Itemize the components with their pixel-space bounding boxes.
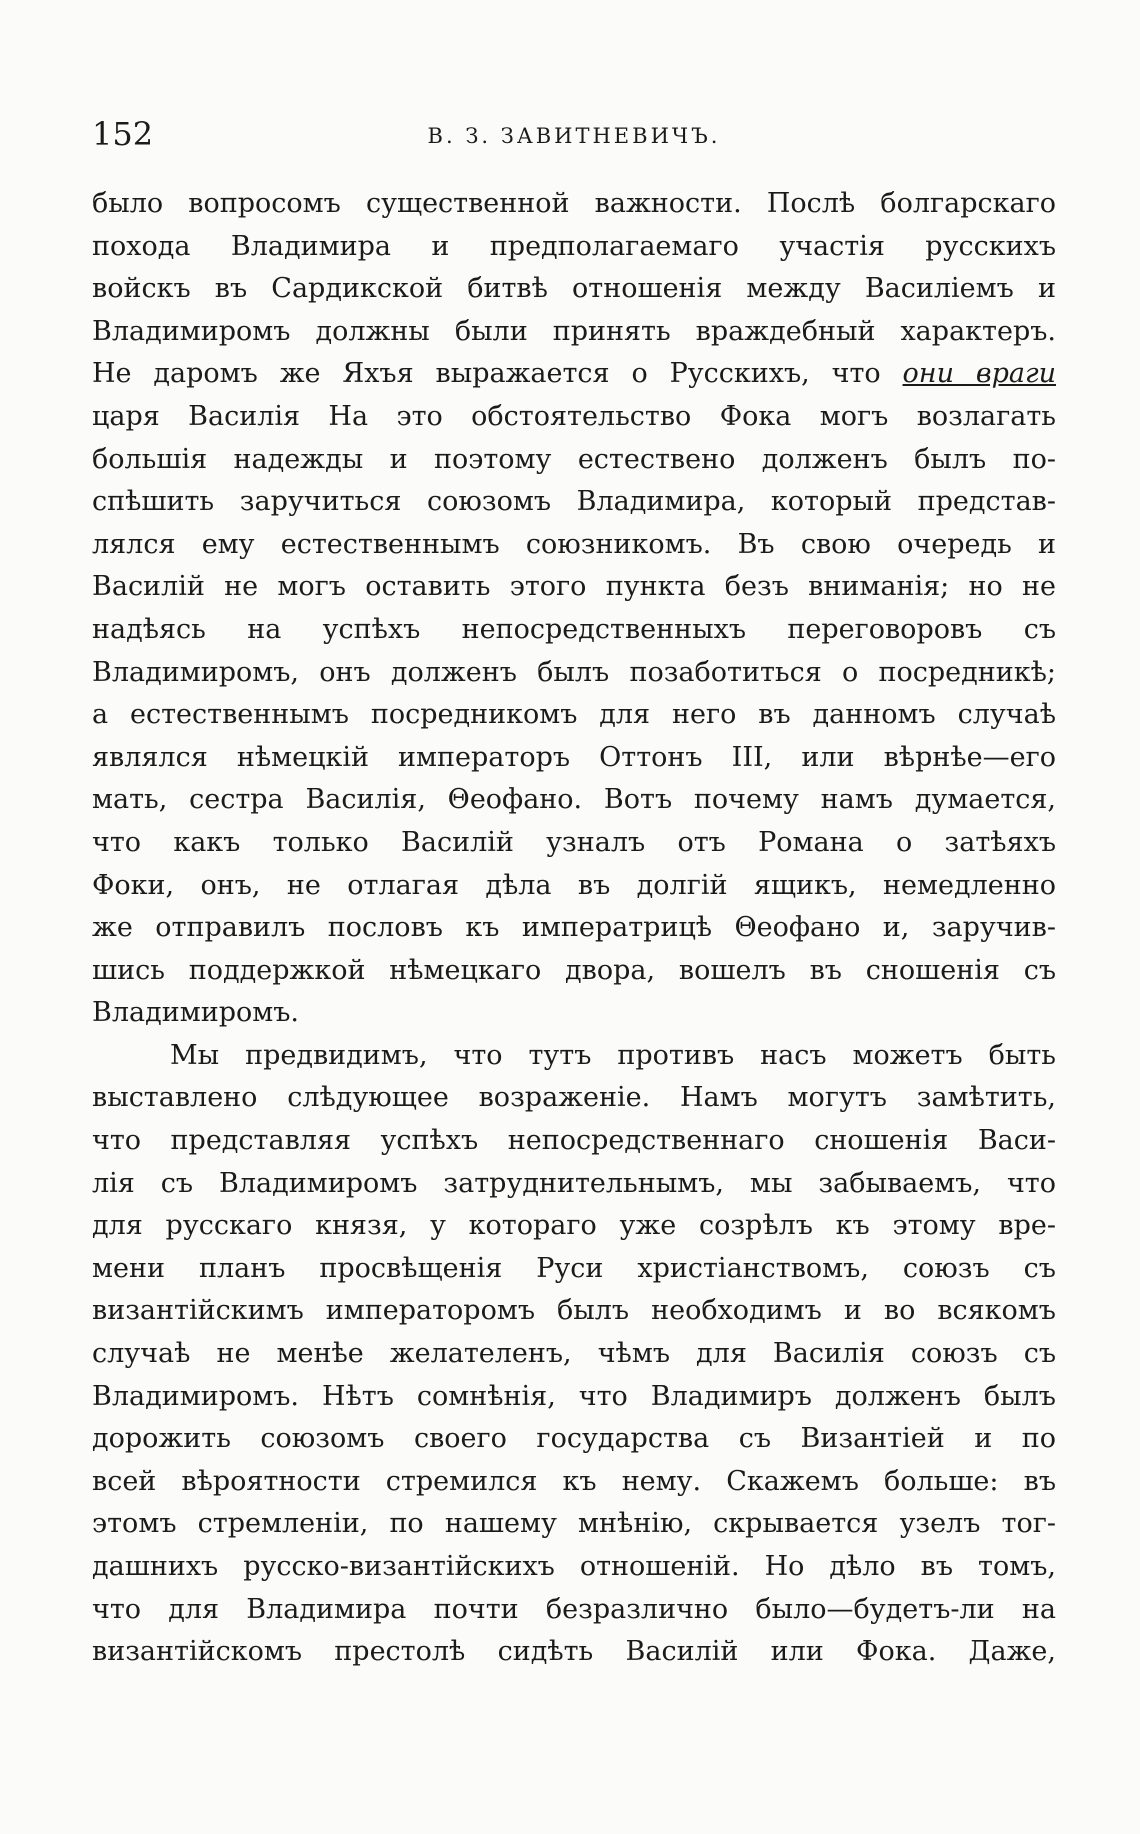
text-line: этомъ стремленіи, по нашему мнѣнію, скрывается узелъ тог- xyxy=(92,1508,1056,1540)
text-line: византійскимъ императоромъ былъ необходимъ и во всякомъ xyxy=(92,1295,1056,1327)
text-line: надѣясь на успѣхъ непосредственныхъ переговоровъ съ xyxy=(92,613,1056,645)
text-line: дорожить союзомъ своего государства съ Византіей и по xyxy=(92,1423,1056,1455)
text-line: Мы предвидимъ, что тутъ противъ насъ можетъ быть xyxy=(170,1039,1056,1071)
text-line: для русскаго князя, у котораго уже созрѣлъ къ этому вре- xyxy=(92,1210,1056,1242)
text-line: лія съ Владимиромъ затруднительнымъ, мы забываемъ, что xyxy=(92,1167,1056,1199)
text-line: Владимиромъ. xyxy=(92,997,300,1029)
text-line: мать, сестра Василія, Θеофано. Вотъ почему намъ думается, xyxy=(92,784,1056,816)
text-line: что представляя успѣхъ непосредственнаго сношенія Васи- xyxy=(92,1125,1056,1157)
paragraph-2 xyxy=(92,1035,1056,1674)
page-header xyxy=(92,112,1056,156)
text-line: византійскомъ престолѣ сидѣть Василій или Фока. Даже, xyxy=(92,1636,1056,1668)
text-line: всей вѣроятности стремился къ нему. Скажемъ больше: въ xyxy=(92,1465,1056,1497)
text-line: Владимиромъ, онъ долженъ былъ позаботиться о посредникѣ; xyxy=(92,656,1056,688)
text-line: являлся нѣмецкій императоръ Оттонъ III, или вѣрнѣе—его xyxy=(92,741,1056,773)
text-line: похода Владимира и предполагаемаго участія русскихъ xyxy=(92,230,1056,262)
text-line: что какъ только Василій узналъ отъ Романа о затѣяхъ xyxy=(92,826,1056,858)
paragraph-1 xyxy=(92,183,1056,1035)
text-line-with-emphasis xyxy=(92,353,1056,396)
body-text xyxy=(92,183,1056,1674)
emphasized-phrase: они враги xyxy=(902,358,1056,390)
text-line: дашнихъ русско-византійскихъ отношеній. Но дѣло въ томъ, xyxy=(92,1551,1056,1582)
text-line: царя Василія На это обстоятельство Фока могъ возлагать xyxy=(92,400,1056,432)
text-line: Владимиромъ должны были принять враждебный характеръ. xyxy=(92,315,1056,347)
text-line: что для Владимира почти безразлично было—будетъ-ли на xyxy=(92,1593,1056,1625)
text-line: войскъ въ Сардикской битвѣ отношенія между Василіемъ и xyxy=(92,273,1056,305)
running-title: В. З. ЗАВИТНЕВИЧЪ. xyxy=(427,124,721,148)
text-line: же отправилъ пословъ къ императрицѣ Θеофано и, заручив- xyxy=(92,912,1056,944)
text-line: случаѣ не менѣе желателенъ, чѣмъ для Василія союзъ съ xyxy=(92,1338,1056,1370)
text-line: а естественнымъ посредникомъ для него въ данномъ случаѣ xyxy=(92,699,1056,731)
text-line: мени планъ просвѣщенія Руси христіанствомъ, союзъ съ xyxy=(92,1252,1056,1284)
text-fragment: Не даромъ же Яхъя выражается о Русскихъ, что xyxy=(92,358,881,390)
page-number: 152 xyxy=(92,115,154,153)
text-line: Василій не могъ оставить этого пункта безъ вниманія; но не xyxy=(92,571,1056,603)
text-line: большія надежды и поэтому естествено долженъ былъ по- xyxy=(92,443,1056,475)
text-line: спѣшить заручиться союзомъ Владимира, который представ- xyxy=(92,486,1056,518)
text-line: Фоки, онъ, не отлагая дѣла въ долгій ящикъ, немедленно xyxy=(92,869,1056,901)
text-line: Владимиромъ. Нѣтъ сомнѣнія, что Владимиръ долженъ былъ xyxy=(92,1380,1056,1412)
text-line: выставлено слѣдующее возраженіе. Намъ могутъ замѣтить, xyxy=(92,1082,1056,1114)
text-line: лялся ему естественнымъ союзникомъ. Въ свою очередь и xyxy=(92,528,1056,560)
text-line: было вопросомъ существенной важности. Послѣ болгарскаго xyxy=(92,188,1056,219)
text-line: шись поддержкой нѣмецкаго двора, вошелъ въ сношенія съ xyxy=(92,954,1056,986)
